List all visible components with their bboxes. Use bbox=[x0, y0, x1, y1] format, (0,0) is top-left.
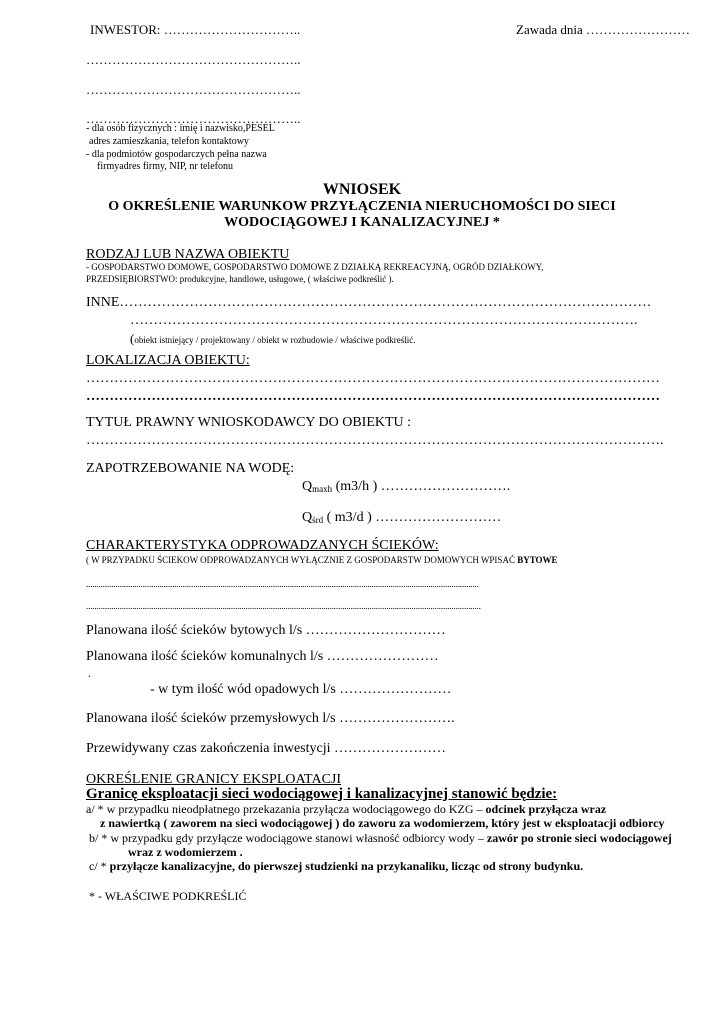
clause-b bbox=[89, 832, 672, 844]
boundary-subheading: Granicę eksploatacji sieci wodociągowej i kanalizacyjnej stanowić będzie: bbox=[86, 786, 558, 802]
legal-title-line: ……………………………………………………………………………………………………………. bbox=[86, 433, 664, 448]
sewage-rainwater: - w tym ilość wód opadowych l/s …………………… bbox=[150, 682, 452, 697]
object-status-text: obiekt istniejący / projektowany / obiekt w rozbudowie / właściwe podkreślić. bbox=[134, 335, 416, 345]
investor-line-3: ………………………………………….. bbox=[86, 111, 301, 126]
sewage-domestic: Planowana ilość ścieków bytowych l/s ………………………… bbox=[86, 623, 446, 638]
sewage-note-bold: BYTOWE bbox=[517, 555, 558, 565]
section-object-type: RODZAJ LUB NAZWA OBIEKTU bbox=[86, 247, 290, 262]
sewage-dots-2: ............................................................................................................................................................................................ bbox=[86, 601, 481, 611]
note-natural-persons-2: adres zamieszkania, telefon kontaktowy bbox=[89, 136, 249, 147]
document-title: WNIOSEK bbox=[322, 181, 402, 198]
sewage-municipal: Planowana ilość ścieków komunalnych l/s …………………… bbox=[86, 649, 439, 664]
section-sewage: CHARAKTERYSTYKA ODPROWADZANYCH ŚCIEKÓW: bbox=[86, 538, 439, 553]
location-line-1: …………………………………………………………………………………………………………… bbox=[86, 371, 660, 386]
investment-completion: Przewidywany czas zakończenia inwestycji …………………… bbox=[86, 741, 447, 756]
sewage-note bbox=[86, 556, 558, 565]
clause-a-text: a/ * w przypadku nieodpłatnego przekazania przyłącza wodociągowego do KZG – bbox=[86, 802, 486, 816]
sewage-note-text: ( W PRZYPADKU ŚCIEKOW ODPROWADZANYCH WYŁĄCZNIE Z GOSPODARSTW DOMOWYCH WPISAĆ bbox=[86, 555, 518, 565]
clause-a-continued: z nawiertką ( zaworem na sieci wodociągowej ) do zaworu za wodomierzem, który jest w eksploatacji odbiorcy bbox=[100, 816, 665, 830]
qsrd-symbol: Q bbox=[302, 510, 313, 525]
note-companies: - dla podmiotów gospodarczych pełna nazwa bbox=[86, 149, 267, 160]
object-type-options-2: PRZEDSIĘBIORSTWO: produkcyjne, handlowe, usługowe, ( właściwe podkreślić ). bbox=[86, 274, 394, 284]
stray-dot: . bbox=[88, 666, 91, 680]
sewage-industrial: Planowana ilość ścieków przemysłowych l/s ……………………. bbox=[86, 711, 455, 726]
qmaxh-field: (m3/h ) ………………………. bbox=[332, 479, 511, 494]
investor-line-2: ………………………………………….. bbox=[86, 82, 301, 97]
section-water-demand: ZAPOTRZEBOWANIE NA WODĘ: bbox=[86, 461, 295, 476]
document-subtitle-1: O OKREŚLENIE WARUNKOW PRZYŁĄCZENIA NIERUCHOMOŚCI DO SIECI bbox=[108, 199, 616, 214]
qsrd-subscript: śrd bbox=[312, 515, 324, 525]
date-field: Zawada dnia …………………… bbox=[516, 22, 691, 37]
note-natural-persons: - dla osób fizycznych : imię i nazwisko,PESEL bbox=[86, 123, 275, 134]
other-field: INNE…………………………………………………………………………………………………… bbox=[86, 295, 652, 310]
object-type-options-1: - GOSPODARSTWO DOMOWE, GOSPODARSTWO DOMOWE Z DZIAŁKĄ REKREACYJNĄ, OGRÓD DZIAŁKOWY, bbox=[86, 262, 544, 272]
section-legal-title: TYTUŁ PRAWNY WNIOSKODAWCY DO OBIEKTU : bbox=[86, 415, 412, 430]
footnote: * - WŁAŚCIWE PODKREŚLIĆ bbox=[89, 889, 247, 903]
clause-c-bold: przyłącze kanalizacyjne, do pierwszej studzienki na przykanaliku, licząc od strony budynku. bbox=[109, 859, 584, 873]
investor-line-1: ………………………………………….. bbox=[86, 52, 301, 67]
location-line-2: …………………………………………………………………………………………………………… bbox=[86, 389, 660, 404]
water-qmaxh bbox=[302, 480, 510, 494]
clause-c bbox=[89, 860, 583, 872]
clause-c-text: c/ * bbox=[89, 859, 110, 873]
investor-label: INWESTOR: ………………………….. bbox=[90, 22, 301, 37]
sewage-dots-1: ........................................................................................................................................................................................... bbox=[86, 579, 479, 589]
qmaxh-symbol: Q bbox=[302, 479, 313, 494]
object-status bbox=[130, 331, 416, 347]
other-field-line-2: ………………………………………………………………………………………………. bbox=[130, 313, 638, 328]
qmaxh-subscript: maxh bbox=[312, 484, 333, 494]
clause-b-text: b/ * w przypadku gdy przyłącze wodociągowe stanowi własność odbiorcy wody – bbox=[89, 831, 487, 845]
water-qsrd bbox=[302, 511, 501, 525]
qsrd-field: ( m3/d ) ……………………… bbox=[323, 510, 502, 525]
section-operational-boundary: OKREŚLENIE GRANICY EKSPLOATACJI bbox=[86, 772, 342, 787]
clause-b-continued: wraz z wodomierzem . bbox=[128, 845, 243, 859]
object-status-paren: ( bbox=[130, 331, 135, 346]
clause-b-bold: zawór po stronie sieci wodociągowej bbox=[486, 831, 672, 845]
section-location: LOKALIZACJA OBIEKTU: bbox=[86, 353, 250, 368]
clause-a bbox=[86, 803, 606, 815]
clause-a-bold: odcinek przyłącza wraz bbox=[485, 802, 607, 816]
document-subtitle-2: WODOCIĄGOWEJ I KANALIZACYJNEJ * bbox=[224, 215, 500, 230]
note-companies-2: firmyadres firmy, NIP, nr telefonu bbox=[97, 161, 233, 172]
